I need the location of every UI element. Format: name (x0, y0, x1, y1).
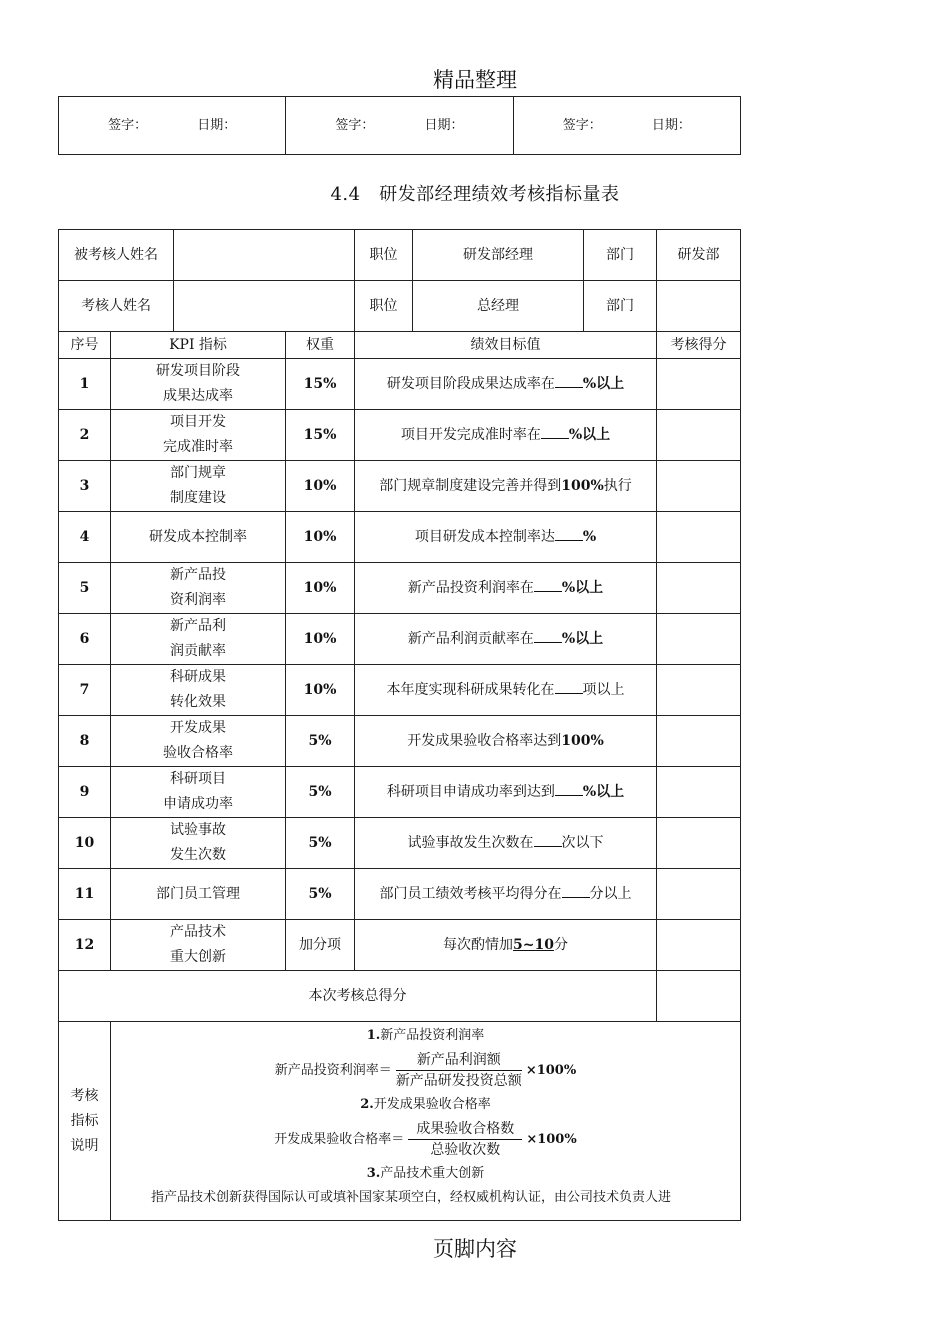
score-cell[interactable] (657, 563, 741, 614)
kpi-line-1: 项目开发 (170, 414, 226, 430)
col-header-weight: 权重 (286, 332, 355, 359)
kpi-name (111, 410, 286, 461)
target-text: 开发成果验收合格率达到 (407, 732, 562, 749)
dept-label: 部门 (584, 281, 657, 332)
notes-content (111, 1022, 741, 1221)
formula-1-denominator: 新产品研发投资总额 (395, 1073, 522, 1089)
formula-2-numerator: 成果验收合格数 (408, 1119, 522, 1140)
note-heading-3-text: 产品技术重大创新 (380, 1166, 485, 1181)
row-number: 12 (59, 920, 111, 971)
target-suffix: %以上 (561, 579, 604, 596)
table-row (59, 614, 741, 665)
total-score-cell[interactable] (657, 971, 741, 1022)
signature-cell[interactable] (513, 97, 740, 155)
formula-2-fraction (408, 1119, 522, 1160)
score-cell[interactable] (657, 359, 741, 410)
col-header-target: 绩效目标值 (355, 332, 657, 359)
target-text: 项目研发成本控制率达 (414, 528, 555, 545)
kpi-line-1: 科研项目 (170, 771, 226, 787)
formula-1 (111, 1050, 740, 1091)
sign-label: 签字： (562, 118, 602, 133)
target-blank[interactable] (555, 526, 583, 541)
formula-2-denominator: 总验收次数 (430, 1142, 501, 1158)
table-row (59, 818, 741, 869)
target-suffix: %以上 (582, 783, 625, 800)
target-bold: 100% (561, 732, 604, 749)
target-blank[interactable] (534, 577, 562, 592)
assessor-dept-cell[interactable] (657, 281, 741, 332)
note-paragraph-3: 指产品技术创新获得国际认可或填补国家某项空白，经权威机构认证，由公司技术负责人进 (151, 1190, 672, 1205)
target-suffix: %以上 (582, 375, 625, 392)
target-blank[interactable] (562, 883, 590, 898)
target-blank[interactable] (541, 424, 569, 439)
weight: 10% (286, 563, 355, 614)
formula-2 (111, 1119, 740, 1160)
target-value (355, 461, 657, 512)
note-heading-3-num: 3. (366, 1166, 381, 1181)
page-header: 精品整理 (433, 68, 517, 92)
kpi-line-1: 新产品投 (170, 567, 226, 583)
assessor-position: 总经理 (413, 281, 584, 332)
target-text: 项目开发完成准时率在 (400, 426, 541, 443)
target-value (355, 818, 657, 869)
assessor-label: 考核人姓名 (59, 281, 174, 332)
weight: 10% (286, 512, 355, 563)
kpi-name (111, 563, 286, 614)
weight: 15% (286, 410, 355, 461)
page-footer: 页脚内容 (433, 1237, 517, 1261)
target-value (355, 665, 657, 716)
target-text: 新产品投资利润率在 (407, 579, 534, 596)
kpi-name (111, 461, 286, 512)
table-row (59, 563, 741, 614)
formula-1-multiplier: ×100% (525, 1062, 577, 1078)
score-cell[interactable] (657, 410, 741, 461)
weight: 5% (286, 716, 355, 767)
assessee-name-cell[interactable] (174, 230, 355, 281)
score-cell[interactable] (657, 920, 741, 971)
kpi-line-2: 申请成功率 (163, 796, 233, 812)
score-cell[interactable] (657, 767, 741, 818)
weight: 5% (286, 818, 355, 869)
row-number: 1 (59, 359, 111, 410)
target-value (355, 512, 657, 563)
kpi-line-1: 新产品利 (170, 618, 226, 634)
table-row (59, 920, 741, 971)
formula-2-multiplier: ×100% (526, 1131, 577, 1147)
target-suffix: 分以上 (589, 885, 632, 902)
target-suffix: % (582, 528, 597, 545)
weight: 10% (286, 614, 355, 665)
row-number: 8 (59, 716, 111, 767)
kpi-line-2: 制度建设 (170, 490, 226, 506)
row-number: 3 (59, 461, 111, 512)
formula-1-lhs: 新产品投资利润率＝ (274, 1062, 392, 1078)
kpi-line-1: 部门员工管理 (156, 885, 240, 902)
kpi-line-2: 发生次数 (170, 847, 226, 863)
target-bold: 100% (561, 477, 604, 494)
signature-table (58, 96, 741, 155)
weight: 15% (286, 359, 355, 410)
signature-cell[interactable] (59, 97, 286, 155)
target-text: 本年度实现科研成果转化在 (386, 681, 555, 698)
weight: 加分项 (286, 920, 355, 971)
sign-label: 签字： (108, 118, 148, 133)
table-row (59, 869, 741, 920)
target-value (355, 614, 657, 665)
col-header-no: 序号 (59, 332, 111, 359)
kpi-name (111, 665, 286, 716)
target-blank[interactable] (534, 832, 562, 847)
table-row (59, 359, 741, 410)
table-row (59, 461, 741, 512)
row-number: 10 (59, 818, 111, 869)
weight: 5% (286, 767, 355, 818)
assessee-position: 研发部经理 (413, 230, 584, 281)
kpi-line-1: 试验事故 (170, 822, 226, 838)
note-heading-3 (111, 1162, 740, 1186)
assessee-dept: 研发部 (657, 230, 741, 281)
section-title: 4.4 研发部经理绩效考核指标量表 (330, 184, 620, 205)
kpi-line-2: 润贡献率 (170, 643, 226, 659)
target-text: 部门员工绩效考核平均得分在 (379, 885, 562, 902)
date-label: 日期： (651, 118, 691, 133)
kpi-name (111, 869, 286, 920)
weight: 10% (286, 461, 355, 512)
table-row (59, 716, 741, 767)
kpi-line-1: 部门规章 (170, 465, 226, 481)
date-label: 日期： (424, 118, 464, 133)
kpi-line-2: 完成准时率 (163, 439, 233, 455)
date-label: 日期： (197, 118, 237, 133)
note-heading-1-text: 新产品投资利润率 (380, 1028, 485, 1043)
target-value (355, 410, 657, 461)
weight: 5% (286, 869, 355, 920)
target-text: 每次酌情加 (443, 936, 514, 953)
target-value (355, 767, 657, 818)
target-blank[interactable] (555, 679, 583, 694)
target-suffix: %以上 (561, 630, 604, 647)
table-row (59, 512, 741, 563)
note-heading-1 (111, 1024, 740, 1048)
notes-label (59, 1022, 111, 1221)
target-value (355, 359, 657, 410)
kpi-line-1: 开发成果 (170, 720, 226, 736)
position-label: 职位 (355, 281, 413, 332)
kpi-line-1: 研发项目阶段 (156, 363, 240, 379)
target-suffix: 执行 (603, 477, 632, 494)
notes-label-1: 考核 (70, 1087, 99, 1104)
target-underlined: 5~10 (513, 936, 554, 953)
note-heading-1-num: 1. (366, 1028, 381, 1043)
row-number: 4 (59, 512, 111, 563)
table-row (59, 665, 741, 716)
kpi-line-2: 转化效果 (170, 694, 226, 710)
weight: 10% (286, 665, 355, 716)
score-cell[interactable] (657, 869, 741, 920)
col-header-score: 考核得分 (657, 332, 741, 359)
kpi-name (111, 359, 286, 410)
kpi-table (58, 229, 741, 1221)
target-value (355, 869, 657, 920)
row-number: 5 (59, 563, 111, 614)
note-heading-2-num: 2. (360, 1097, 374, 1112)
target-text: 试验事故发生次数在 (407, 834, 534, 851)
kpi-name (111, 614, 286, 665)
target-blank[interactable] (555, 373, 583, 388)
kpi-line-2: 重大创新 (170, 949, 226, 965)
target-suffix: 分 (553, 936, 568, 953)
score-cell[interactable] (657, 716, 741, 767)
target-blank[interactable] (534, 628, 562, 643)
target-text: 研发项目阶段成果达成率在 (386, 375, 555, 392)
note-heading-2-text: 开发成果验收合格率 (373, 1097, 491, 1112)
row-number: 2 (59, 410, 111, 461)
notes-label-3: 说明 (70, 1137, 99, 1154)
target-text: 科研项目申请成功率到达到 (386, 783, 555, 800)
total-score-label: 本次考核总得分 (59, 971, 657, 1022)
target-text: 新产品利润贡献率在 (407, 630, 534, 647)
dept-label: 部门 (584, 230, 657, 281)
kpi-name (111, 920, 286, 971)
formula-1-fraction (396, 1050, 522, 1091)
assessee-label: 被考核人姓名 (59, 230, 174, 281)
kpi-name (111, 818, 286, 869)
position-label: 职位 (355, 230, 413, 281)
kpi-line-2: 资利润率 (170, 592, 226, 608)
note-heading-2 (111, 1093, 740, 1117)
table-row (59, 410, 741, 461)
target-suffix: 次以下 (561, 834, 604, 851)
kpi-name (111, 716, 286, 767)
formula-1-numerator: 新产品利润额 (396, 1050, 522, 1071)
kpi-name (111, 767, 286, 818)
notes-label-2: 指标 (70, 1112, 99, 1129)
kpi-line-2: 验收合格率 (163, 745, 233, 761)
kpi-line-1: 科研成果 (170, 669, 226, 685)
signature-cell[interactable] (286, 97, 513, 155)
kpi-line-1: 产品技术 (170, 924, 226, 940)
score-cell[interactable] (657, 614, 741, 665)
col-header-kpi: KPI 指标 (111, 332, 286, 359)
kpi-name (111, 512, 286, 563)
score-cell[interactable] (657, 461, 741, 512)
target-value (355, 563, 657, 614)
kpi-line-1: 研发成本控制率 (149, 528, 247, 545)
kpi-line-2: 成果达成率 (163, 388, 233, 404)
target-blank[interactable] (555, 781, 583, 796)
score-cell[interactable] (657, 665, 741, 716)
target-suffix: %以上 (568, 426, 611, 443)
formula-2-lhs: 开发成果验收合格率＝ (274, 1131, 405, 1147)
target-suffix: 项以上 (582, 681, 625, 698)
score-cell[interactable] (657, 512, 741, 563)
assessor-name-cell[interactable] (174, 281, 355, 332)
score-cell[interactable] (657, 818, 741, 869)
target-value (355, 920, 657, 971)
sign-label: 签字： (335, 118, 375, 133)
target-value (355, 716, 657, 767)
row-number: 9 (59, 767, 111, 818)
table-row (59, 767, 741, 818)
row-number: 7 (59, 665, 111, 716)
row-number: 11 (59, 869, 111, 920)
target-text: 部门规章制度建设完善并得到 (379, 477, 562, 494)
row-number: 6 (59, 614, 111, 665)
